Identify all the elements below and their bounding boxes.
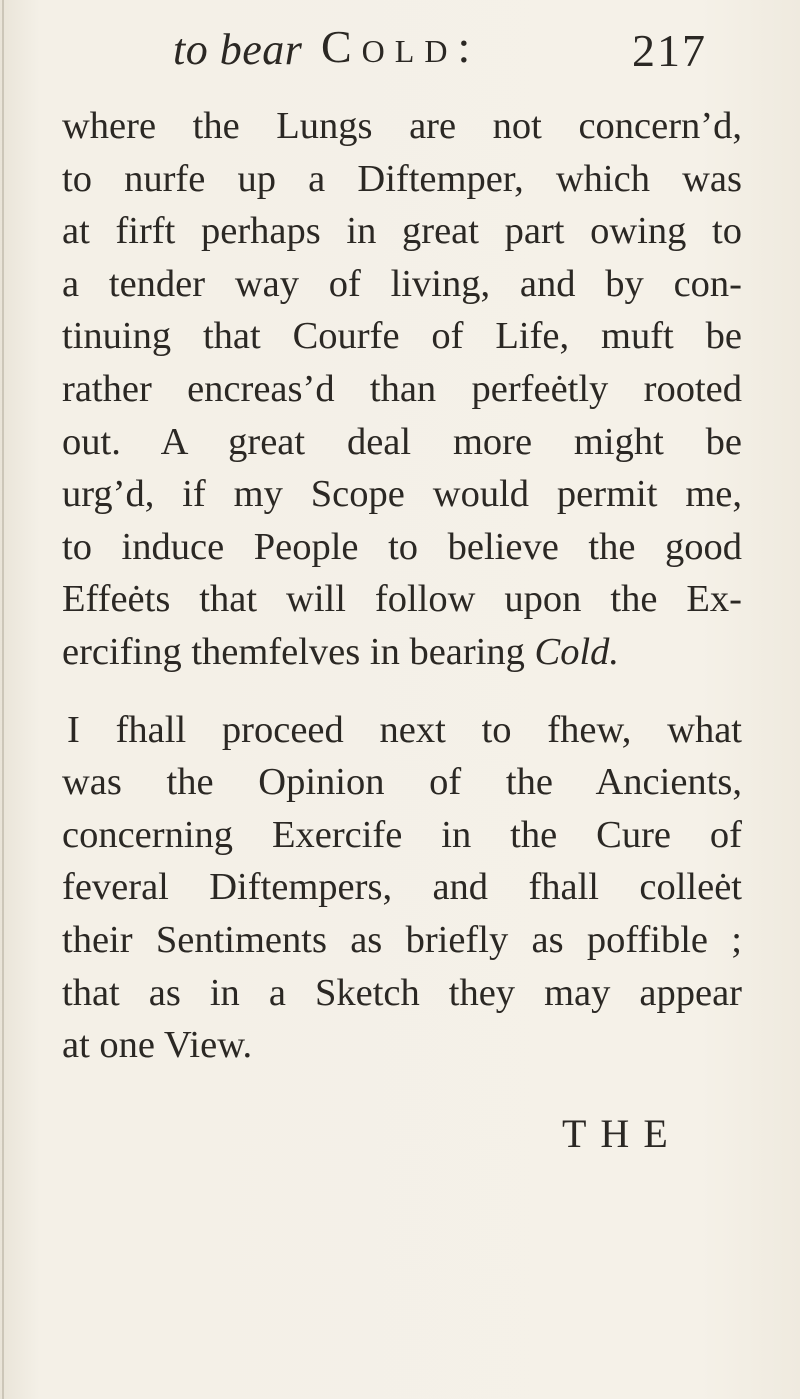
text-run: ercifing themfelves in bearing [62, 630, 535, 673]
text-line: was the Opinion of the Ancients, [62, 761, 742, 804]
body-text [62, 100, 742, 1072]
text-line: concerning Exercife in the Cure of [62, 813, 742, 856]
running-header [173, 14, 713, 84]
text-line: urg’d, if my Scope would permit me, [62, 473, 742, 516]
text-line: where the Lungs are not concern’d, [62, 105, 742, 147]
text-line-last [62, 626, 742, 679]
running-head-title: to bear [173, 25, 303, 74]
gutter-edge [2, 0, 4, 1399]
catchword: THE [562, 1111, 682, 1156]
text-line: their Sentiments as briefly as poffible ; [62, 918, 742, 961]
text-line: Effeėts that will follow upon the Ex- [62, 578, 742, 621]
running-head-caps: Cold: [321, 21, 481, 72]
text-line: to nurfe up a Diftemper, which was [62, 157, 742, 200]
page-number: 217 [632, 25, 707, 76]
text-line: I fhall proceed next to fhew, what [67, 708, 742, 751]
text-line: a tender way of living, and by con- [62, 262, 742, 305]
italic-word: Cold. [534, 630, 620, 673]
text-line: to induce People to believe the good [62, 525, 742, 568]
text-line: at firft perhaps in great part owing to [62, 210, 742, 253]
paragraph-2 [62, 704, 742, 1072]
paragraph-1 [62, 100, 742, 679]
text-line: that as in a Sketch they may appear [62, 971, 742, 1014]
text-line: rather encreas’d than perfeėtly rooted [62, 367, 742, 410]
text-line: out. A great deal more might be [62, 420, 742, 463]
text-line: feveral Diftempers, and fhall colleėt [62, 866, 742, 909]
text-line: tinuing that Courfe of Life, muft be [62, 315, 742, 358]
paragraph-gap [62, 679, 742, 704]
text-line-last: at one View. [62, 1024, 253, 1067]
